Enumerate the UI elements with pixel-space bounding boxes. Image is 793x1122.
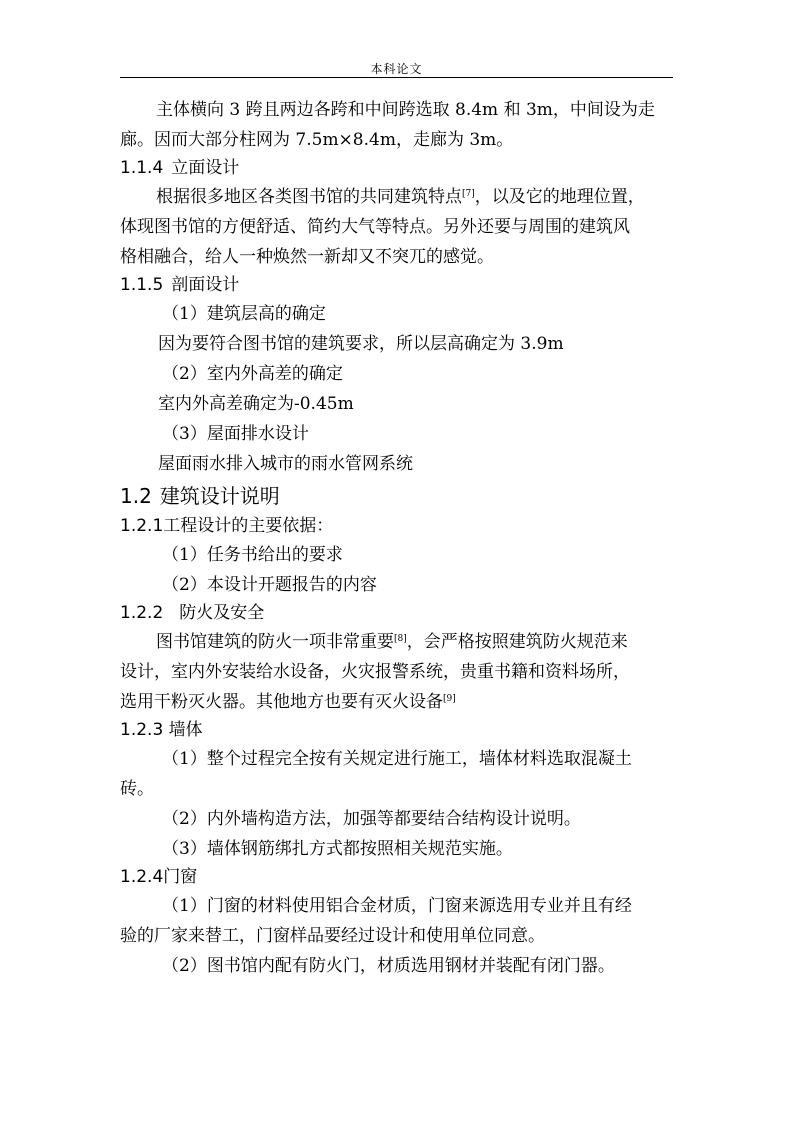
section-heading-1-1-4 xyxy=(120,155,676,182)
citation-ref: [7] xyxy=(462,189,475,199)
list-item: （1）门窗的材料使用铝合金材质，门窗来源选用专业并且有经 xyxy=(162,896,632,916)
section-heading-1-2 xyxy=(120,479,676,513)
list-item: （2）本设计开题报告的内容 xyxy=(162,575,377,595)
section-title: 立面设计 xyxy=(171,158,240,178)
paragraph-line xyxy=(120,687,676,717)
document-body xyxy=(120,95,676,981)
section-heading-1-2-3 xyxy=(120,717,676,744)
section-title: 门窗 xyxy=(163,867,198,887)
section-number: 1.1.5 xyxy=(120,275,164,295)
section-heading-1-2-4 xyxy=(120,864,676,891)
section-title: 工程设计的主要依据： xyxy=(163,516,334,536)
section-title: 防火及安全 xyxy=(179,603,265,623)
section-number: 1.1.4 xyxy=(120,158,164,178)
section-number: 1.2.4 xyxy=(120,867,164,887)
paragraph-line: 主体横向 3 跨且两边各跨和中间跨选取 8.4m 和 3m，中间设为走 xyxy=(156,100,655,120)
section-title: 剖面设计 xyxy=(171,275,240,295)
paragraph-line: 格相融合，给人一种焕然一新却又不突兀的感觉。 xyxy=(120,247,494,267)
text-run: 根据很多地区各类图书馆的共同建筑特点 xyxy=(156,187,462,207)
paragraph-line: 砖。 xyxy=(120,779,154,799)
paragraph-line xyxy=(120,627,676,657)
paragraph-line: 验的厂家来替工，门窗样品要经过设计和使用单位同意。 xyxy=(120,926,545,946)
paragraph-line: 室内外高差确定为-0.45m xyxy=(158,394,354,414)
section-number: 1.2.3 xyxy=(120,720,164,740)
section-heading-1-2-1 xyxy=(120,513,676,540)
page-header: 本科论文 xyxy=(370,62,423,76)
section-number: 1.2.2 xyxy=(120,603,164,623)
list-item: （2）图书馆内配有防火门，材质选用钢材并装配有闭门器。 xyxy=(162,956,615,976)
paragraph-line: 体现图书馆的方便舒适、简约大气等特点。另外还要与周围的建筑风 xyxy=(120,217,630,237)
text-run: ，以及它的地理位置， xyxy=(474,187,645,207)
paragraph-line xyxy=(120,182,676,212)
list-item: （1）整个过程完全按有关规定进行施工，墙体材料选取混凝土 xyxy=(162,749,632,769)
list-item: （1）任务书给出的要求 xyxy=(162,545,343,565)
paragraph-line: 廊。因而大部分柱网为 7.5m×8.4m，走廊为 3m。 xyxy=(120,130,514,150)
section-heading-1-1-5 xyxy=(120,272,676,299)
section-number: 1.2 xyxy=(120,484,152,508)
list-item: （2）内外墙构造方法，加强等都要结合结构设计说明。 xyxy=(162,809,581,829)
section-title: 建筑设计说明 xyxy=(159,484,280,508)
text-run: 图书馆建筑的防火一项非常重要 xyxy=(156,632,394,652)
header-divider xyxy=(120,77,673,78)
list-item: （3）屋面排水设计 xyxy=(162,424,309,444)
list-item: （3）墙体钢筋绑扎方式都按照相关规范实施。 xyxy=(162,839,513,859)
section-number: 1.2.1 xyxy=(120,516,164,536)
citation-ref: [8] xyxy=(394,634,407,644)
list-item: （2）室内外高差的确定 xyxy=(162,364,343,384)
text-run: 选用干粉灭火器。其他地方也要有灭火设备 xyxy=(120,692,443,712)
paragraph-line: 屋面雨水排入城市的雨水管网系统 xyxy=(158,454,413,474)
paragraph-line: 因为要符合图书馆的建筑要求，所以层高确定为 3.9m xyxy=(158,334,564,354)
paragraph-line: 设计，室内外安装给水设备，火灾报警系统，贵重书籍和资料场所， xyxy=(120,662,630,682)
text-run: ，会严格按照建筑防火规范来 xyxy=(406,632,628,652)
section-title: 墙体 xyxy=(168,720,203,740)
citation-ref: [9] xyxy=(443,694,456,704)
list-item: （1）建筑层高的确定 xyxy=(162,304,326,324)
section-heading-1-2-2 xyxy=(120,600,676,627)
